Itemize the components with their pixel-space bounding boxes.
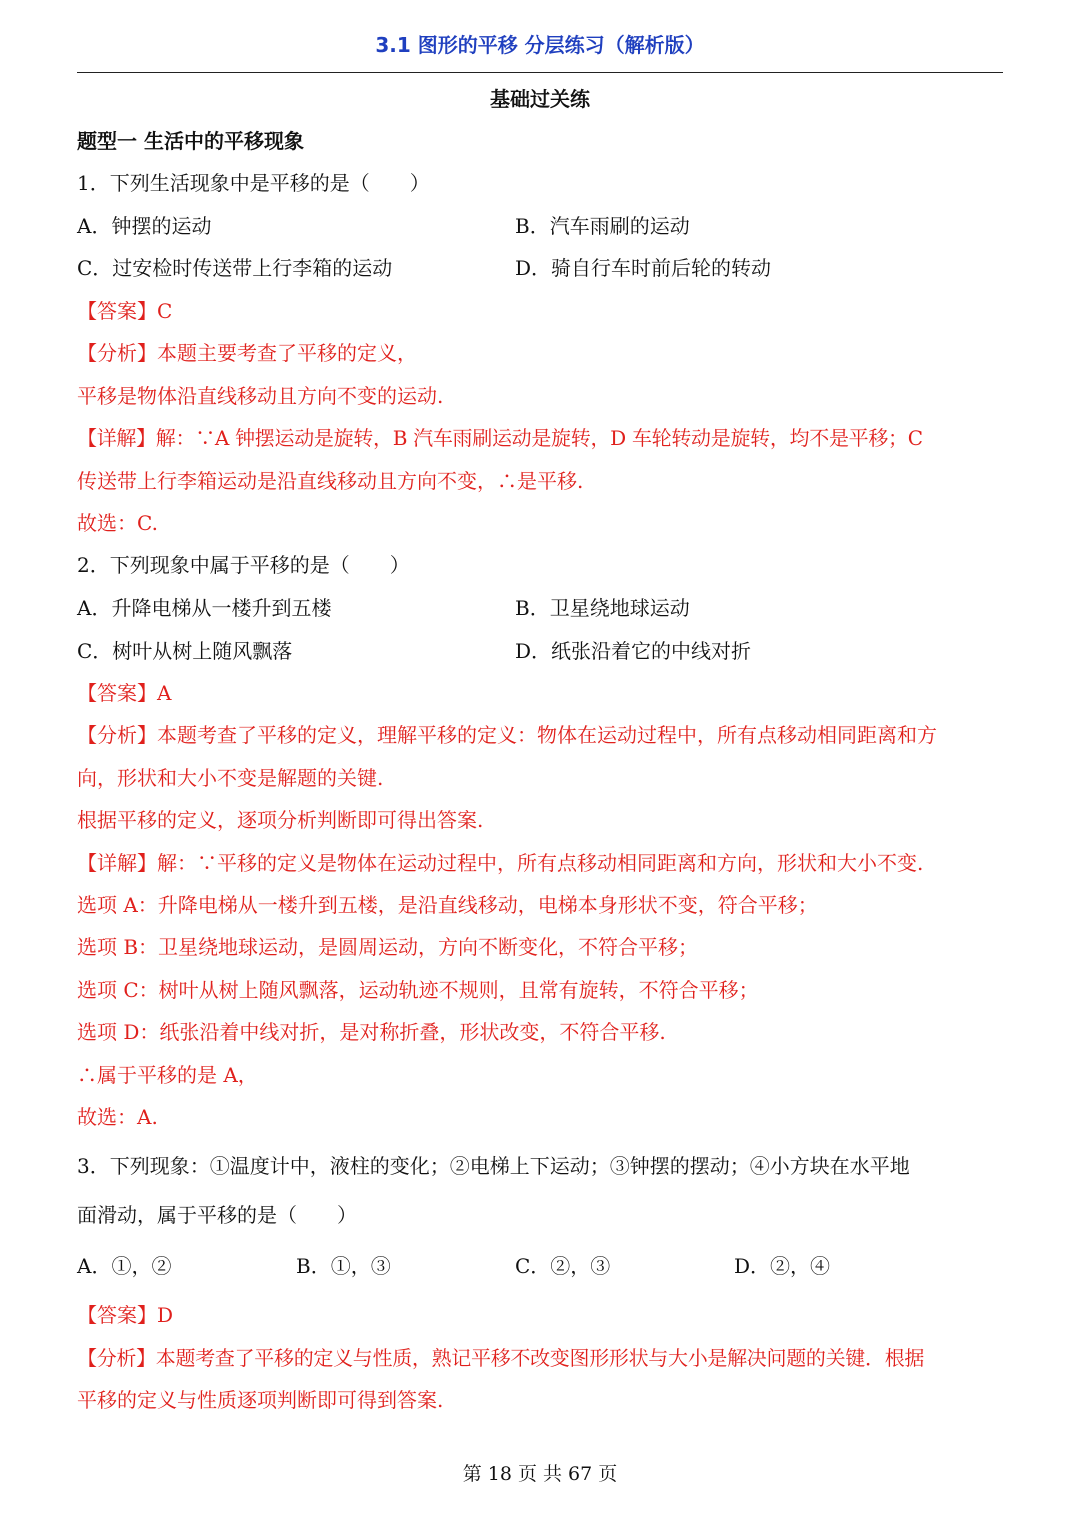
q2-analysis-line-3: 根据平移的定义，逐项分析判断即可得出答案. [77, 808, 484, 832]
q1-option-d: D．骑自行车时前后轮的转动 [515, 256, 772, 280]
page-header-title: 3.1 图形的平移 分层练习（解析版） [375, 33, 705, 57]
page-number-footer: 第 18 页 共 67 页 [462, 1463, 618, 1485]
q2-analysis-line-2: 向，形状和大小不变是解题的关键. [77, 766, 384, 790]
q2-option-a: A．升降电梯从一楼升到五楼 [77, 596, 332, 620]
q2-answer: 【答案】A [77, 681, 172, 705]
q2-detail-line-2: 选项 A：升降电梯从一楼升到五楼，是沿直线移动，电梯本身形状不变，符合平移； [77, 893, 818, 917]
q1-detail-line-2: 传送带上行李箱运动是沿直线移动且方向不变，∴是平移. [77, 469, 584, 493]
q2-stem: 2．下列现象中属于平移的是（ ） [77, 553, 410, 577]
q2-detail-line-1: 【详解】解：∵平移的定义是物体在运动过程中，所有点移动相同距离和方向，形状和大小不变. [77, 851, 924, 875]
q1-option-b: B．汽车雨刷的运动 [515, 214, 690, 238]
q3-answer: 【答案】D [77, 1303, 174, 1327]
q3-analysis-line-2: 平移的定义与性质逐项判断即可得到答案. [77, 1388, 444, 1412]
q1-analysis-line-2: 平移是物体沿直线移动且方向不变的运动. [77, 384, 444, 408]
q1-stem: 1．下列生活现象中是平移的是（ ） [77, 171, 430, 195]
q3-option-d: D．②，④ [734, 1254, 831, 1278]
q2-detail-line-3: 选项 B：卫星绕地球运动，是圆周运动，方向不断变化，不符合平移； [77, 935, 699, 959]
q2-option-b: B．卫星绕地球运动 [515, 596, 690, 620]
q2-choice: 故选：A. [77, 1105, 158, 1129]
q3-stem-line-2: 面滑动，属于平移的是（ ） [77, 1203, 357, 1227]
q3-option-b: B．①，③ [296, 1254, 391, 1278]
q3-option-c: C．②，③ [515, 1254, 611, 1278]
q3-option-a: A．①，② [77, 1254, 172, 1278]
section-title: 基础过关练 [490, 87, 590, 111]
q3-stem-line-1: 3．下列现象：①温度计中，液柱的变化；②电梯上下运动；③钟摆的摆动；④小方块在水平地 [77, 1154, 910, 1178]
q1-answer: 【答案】C [77, 299, 173, 323]
q1-choice: 故选：C. [77, 511, 158, 535]
q1-detail-line-1: 【详解】解：∵A 钟摆运动是旋转，B 汽车雨刷运动是旋转，D 车轮转动是旋转，均不是平移；C [77, 426, 923, 450]
q2-option-c: C．树叶从树上随风飘落 [77, 639, 293, 663]
q2-analysis-line-1: 【分析】本题考查了平移的定义，理解平移的定义：物体在运动过程中，所有点移动相同距离和方 [77, 723, 937, 747]
q1-option-c: C．过安检时传送带上行李箱的运动 [77, 256, 393, 280]
q1-option-a: A．钟摆的运动 [77, 214, 212, 238]
q2-detail-line-4: 选项 C：树叶从树上随风飘落，运动轨迹不规则，且常有旋转，不符合平移； [77, 978, 759, 1002]
q1-analysis-line-1: 【分析】本题主要考查了平移的定义， [77, 341, 417, 365]
q2-conclusion: ∴属于平移的是 A， [77, 1063, 258, 1087]
q2-option-d: D．纸张沿着它的中线对折 [515, 639, 752, 663]
header-divider [77, 72, 1003, 73]
q3-analysis-line-1: 【分析】本题考查了平移的定义与性质，熟记平移不改变图形形状与大小是解决问题的关键．根据 [77, 1346, 925, 1370]
question-type-heading: 题型一 生活中的平移现象 [77, 129, 304, 153]
q2-detail-line-5: 选项 D：纸张沿着中线对折，是对称折叠，形状改变，不符合平移. [77, 1020, 666, 1044]
